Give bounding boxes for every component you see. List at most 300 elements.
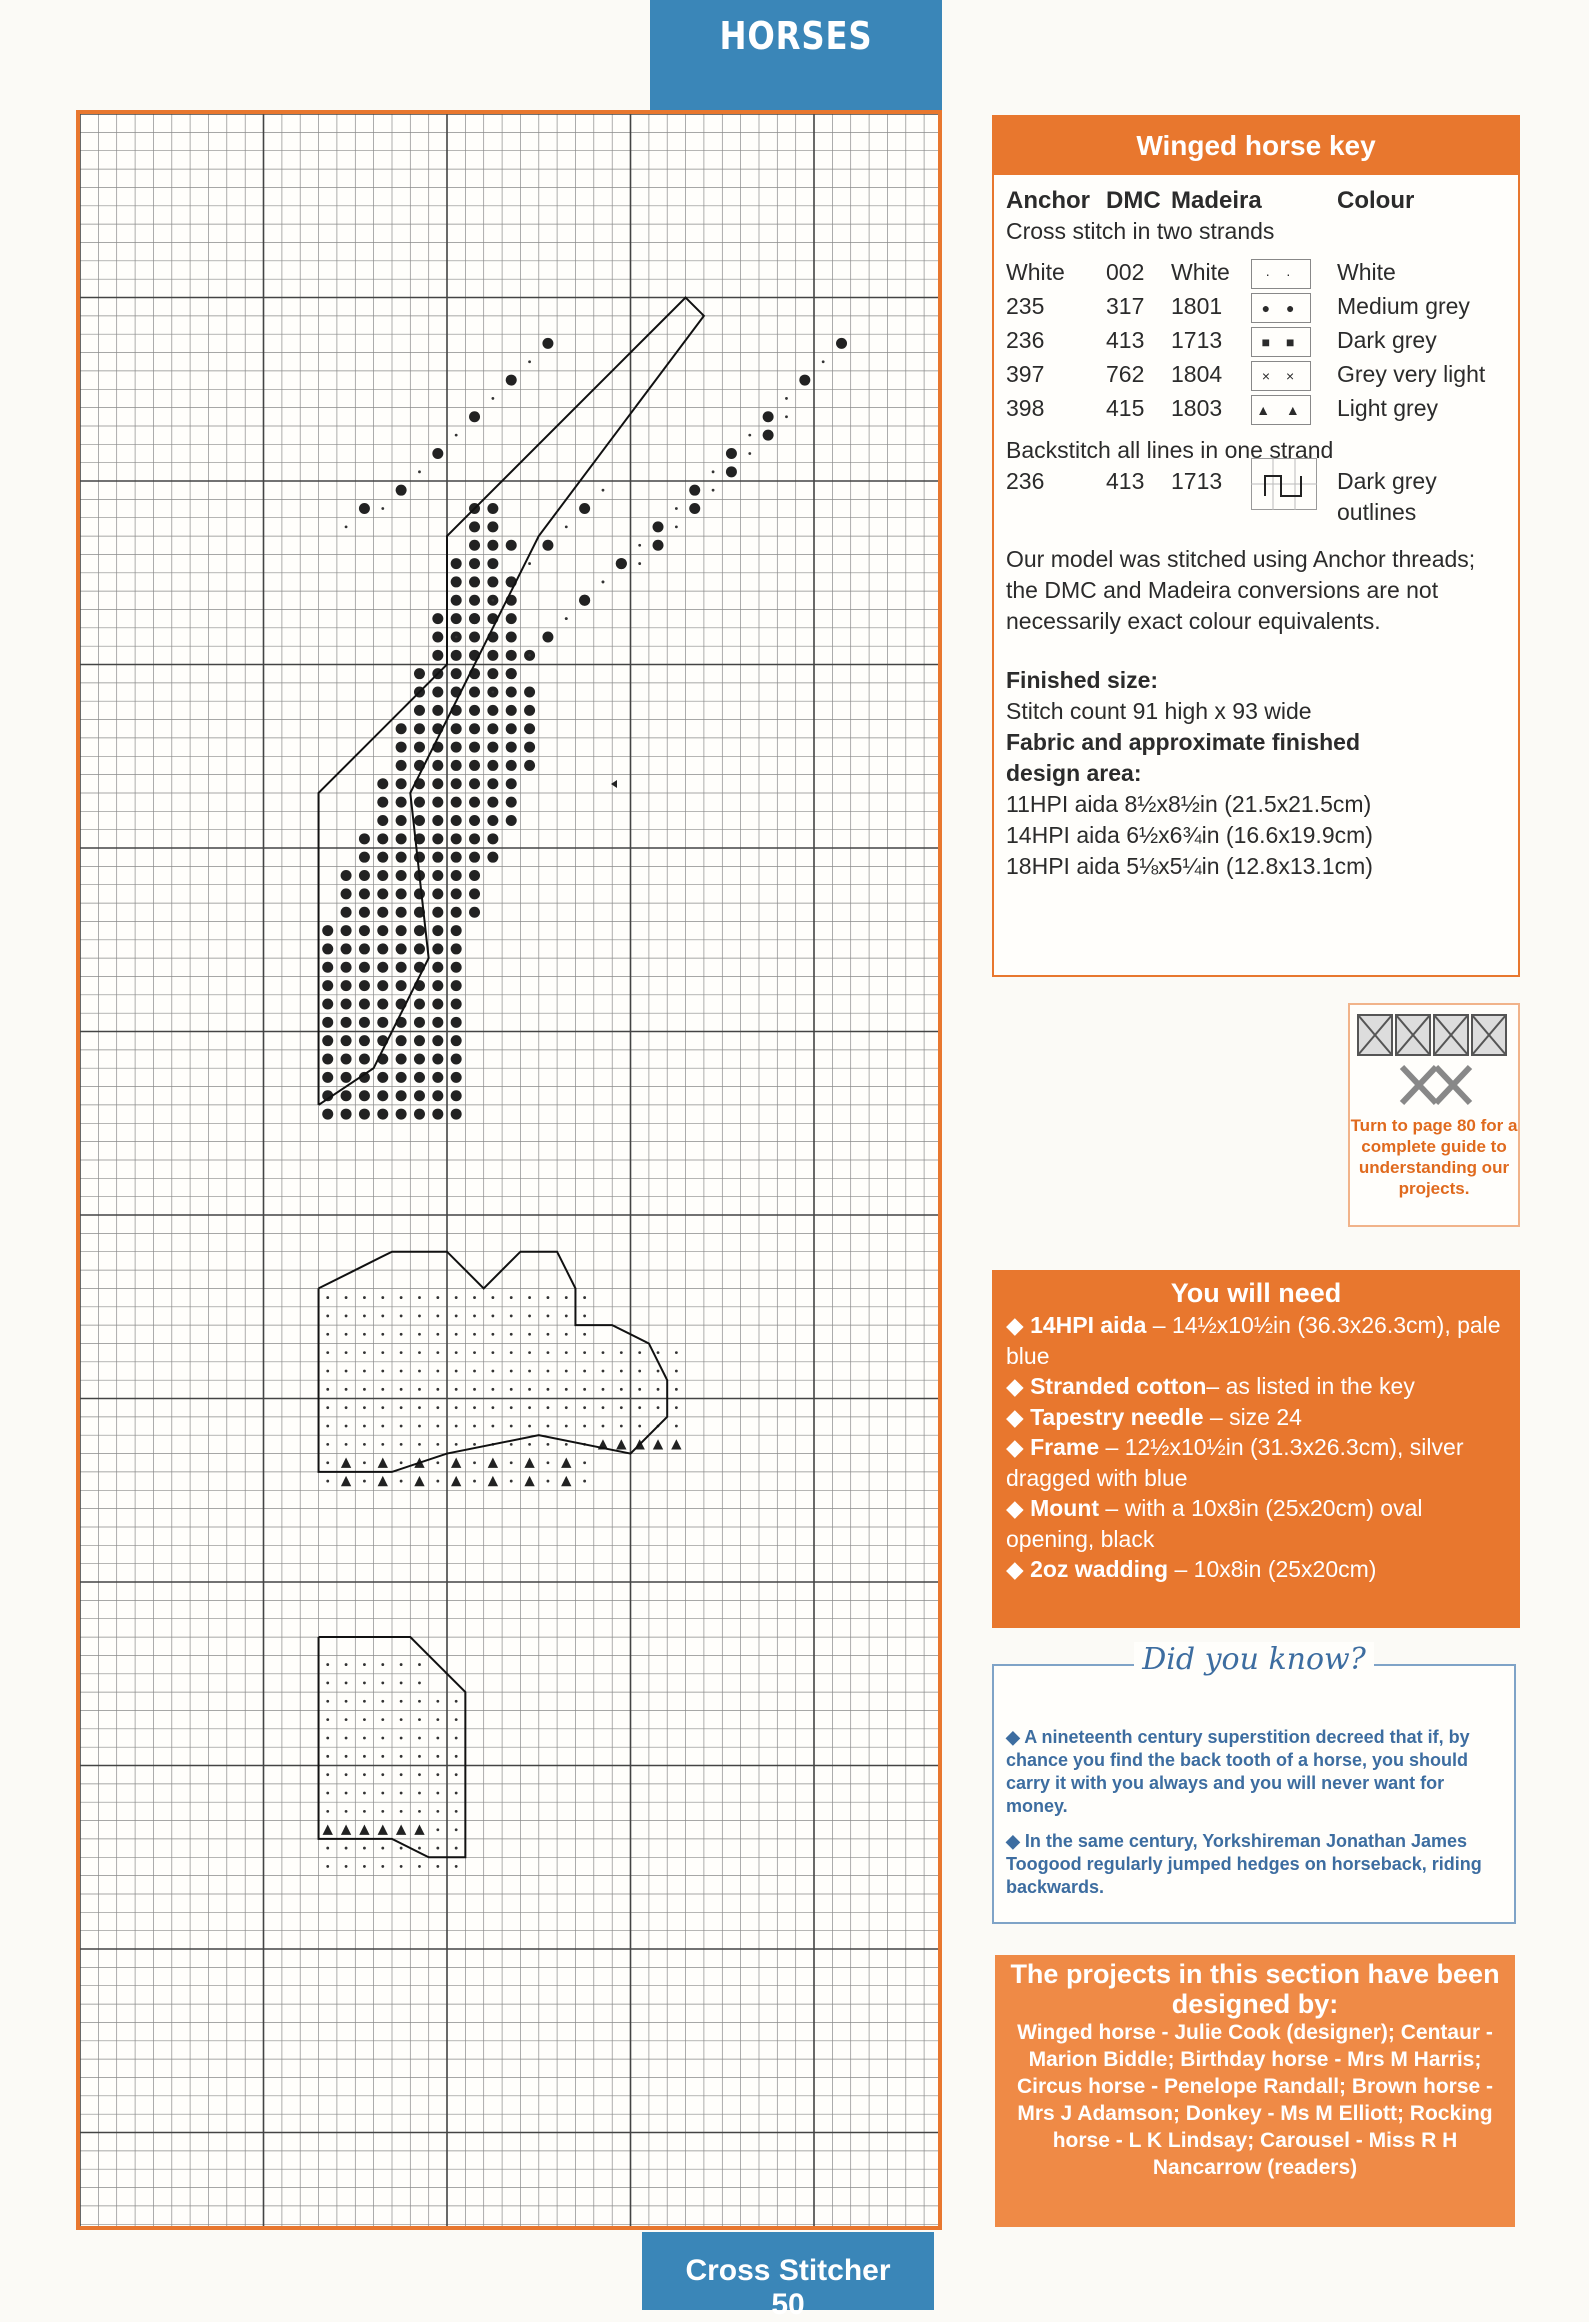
stitch-medium-grey — [396, 797, 407, 808]
stitch-white — [455, 1810, 458, 1813]
stitch-white — [510, 1370, 513, 1373]
stitch-medium-grey — [322, 1054, 333, 1065]
stitch-white — [363, 1296, 366, 1299]
stitch-white — [326, 1388, 329, 1391]
stitch-medium-grey — [451, 815, 462, 826]
stitch-light-grey — [671, 1439, 681, 1449]
stitch-medium-grey — [451, 797, 462, 808]
stitch-white — [473, 1443, 476, 1446]
stitch-medium-grey — [377, 870, 388, 881]
stitch-medium-grey — [414, 797, 425, 808]
stitch-medium-grey — [414, 998, 425, 1009]
stitch-white — [400, 1865, 403, 1868]
stitch-white — [583, 1351, 586, 1354]
stitch-medium-grey — [341, 1072, 352, 1083]
stitch-white — [491, 691, 494, 694]
stitch-white — [326, 1443, 329, 1446]
stitch-light-grey — [378, 1458, 388, 1468]
need-item-name: Mount — [1030, 1495, 1100, 1521]
stitch-white — [602, 489, 605, 492]
stitch-white — [473, 1351, 476, 1354]
stitch-white — [363, 1737, 366, 1740]
stitch-light-grey — [488, 1476, 498, 1486]
col-madeira: Madeira — [1171, 187, 1262, 214]
stitch-white — [418, 1773, 421, 1776]
stitch-medium-grey — [414, 815, 425, 826]
stitch-medium-grey — [506, 742, 517, 753]
stitch-medium-grey — [451, 558, 462, 569]
stitch-medium-grey — [341, 925, 352, 936]
page-number: 50 — [771, 2288, 805, 2321]
stitch-white — [602, 1406, 605, 1409]
stitch-medium-grey — [451, 980, 462, 991]
fabric-size: 14HPI aida 6½x6¾in (16.6x19.9cm) — [1006, 822, 1373, 848]
need-item-name: 2oz wadding — [1030, 1556, 1169, 1582]
stitch-medium-grey — [432, 760, 443, 771]
stitch-symbol: ▲ ▲ — [1251, 395, 1311, 425]
stitch-white — [436, 1388, 439, 1391]
stitch-medium-grey — [506, 540, 517, 551]
stitch-white — [418, 1388, 421, 1391]
stitch-white — [345, 1792, 348, 1795]
stitch-white — [473, 1370, 476, 1373]
stitch-medium-grey — [377, 943, 388, 954]
stitch-white — [473, 1296, 476, 1299]
stitch-white — [436, 1828, 439, 1831]
stitch-medium-grey — [542, 540, 553, 551]
stitch-medium-grey — [341, 962, 352, 973]
stitch-white — [381, 1792, 384, 1795]
stitch-medium-grey — [469, 558, 480, 569]
stitch-white — [326, 1755, 329, 1758]
stitch-white — [418, 1370, 421, 1373]
stitch-white — [510, 1333, 513, 1336]
stitch-light-grey — [396, 1825, 406, 1835]
stitch-medium-grey — [414, 668, 425, 679]
stitch-white — [565, 1388, 568, 1391]
stitch-medium-grey — [341, 1017, 352, 1028]
dmc-code: 413 — [1106, 326, 1145, 353]
stitch-medium-grey — [469, 778, 480, 789]
stitch-medium-grey — [451, 943, 462, 954]
stitch-medium-grey — [506, 668, 517, 679]
stitch-white — [345, 1682, 348, 1685]
stitch-white — [381, 1865, 384, 1868]
stitch-medium-grey — [432, 998, 443, 1009]
stitch-medium-grey — [726, 466, 737, 477]
stitch-medium-grey — [396, 1109, 407, 1120]
fact-item: ◆ In the same century, Yorkshireman Jonathan James Toogood regularly jumped hedges on horseback, riding backwards. — [1006, 1831, 1482, 1897]
stitch-white — [381, 1718, 384, 1721]
stitch-white — [345, 1737, 348, 1740]
need-item: ◆ Mount – with a 10x8in (25x20cm) oval opening, black — [1006, 1495, 1423, 1552]
colour-name: Grey very light — [1337, 360, 1486, 387]
stitch-white — [345, 1388, 348, 1391]
stitch-white — [528, 1315, 531, 1318]
stitch-white — [785, 397, 788, 400]
stitch-white — [381, 1773, 384, 1776]
stitch-medium-grey — [414, 852, 425, 863]
stitch-medium-grey — [414, 742, 425, 753]
stitch-medium-grey — [341, 1109, 352, 1120]
stitch-white — [473, 1333, 476, 1336]
stitch-white — [400, 1480, 403, 1483]
stitch-medium-grey — [689, 503, 700, 514]
stitch-symbol: · · — [1251, 259, 1311, 289]
madeira-code: 1803 — [1171, 394, 1223, 421]
stitch-white — [455, 1315, 458, 1318]
stitch-white — [455, 1443, 458, 1446]
stitch-white — [363, 1406, 366, 1409]
stitch-medium-grey — [836, 338, 847, 349]
stitch-medium-grey — [396, 870, 407, 881]
stitch-medium-grey — [322, 962, 333, 973]
stitch-white — [583, 1480, 586, 1483]
stitch-medium-grey — [396, 742, 407, 753]
stitch-white — [748, 452, 751, 455]
stitch-white — [345, 1755, 348, 1758]
stitch-medium-grey — [487, 540, 498, 551]
stitch-white — [381, 1425, 384, 1428]
stitch-medium-grey — [414, 705, 425, 716]
stitch-medium-grey — [396, 778, 407, 789]
stitch-medium-grey — [396, 1072, 407, 1083]
stitch-white — [363, 1425, 366, 1428]
stitch-medium-grey — [451, 595, 462, 606]
stitch-white — [363, 1865, 366, 1868]
stitch-white — [510, 1315, 513, 1318]
stitch-medium-grey — [432, 980, 443, 991]
model-note: Our model was stitched using Anchor threads; the DMC and Madeira conversions are not necessarily exact colour equivalents. — [1006, 546, 1476, 634]
stitch-white — [510, 1480, 513, 1483]
stitch-white — [436, 1315, 439, 1318]
stitch-white — [326, 1425, 329, 1428]
stitch-white — [400, 1718, 403, 1721]
stitch-white — [326, 1865, 329, 1868]
stitch-white — [528, 1351, 531, 1354]
stitch-white — [473, 1425, 476, 1428]
stitch-medium-grey — [469, 521, 480, 532]
stitch-white — [528, 1333, 531, 1336]
stitch-medium-grey — [487, 742, 498, 753]
stitch-white — [675, 1406, 678, 1409]
madeira-code: 1713 — [1171, 326, 1223, 353]
stitch-white — [436, 1810, 439, 1813]
stitch-white — [418, 470, 421, 473]
stitch-medium-grey — [506, 778, 517, 789]
stitch-white — [418, 1718, 421, 1721]
stitch-medium-grey — [469, 742, 480, 753]
stitch-white — [675, 1388, 678, 1391]
stitch-white — [822, 360, 825, 363]
stitch-white — [345, 1351, 348, 1354]
stitch-white — [345, 1847, 348, 1850]
stitch-medium-grey — [506, 613, 517, 624]
stitch-medium-grey — [451, 925, 462, 936]
stitch-medium-grey — [506, 815, 517, 826]
stitch-white — [400, 1461, 403, 1464]
stitch-white — [381, 1810, 384, 1813]
dmc-code: 002 — [1106, 258, 1145, 285]
stitch-white — [565, 1425, 568, 1428]
need-item-detail: – 14½x10½in (36.3x26.3cm), pale blue — [1006, 1312, 1501, 1369]
stitch-white — [510, 1425, 513, 1428]
stitch-medium-grey — [359, 888, 370, 899]
dmc-code: 413 — [1106, 468, 1145, 494]
stitch-light-grey — [524, 1476, 534, 1486]
stitch-white — [657, 1370, 660, 1373]
stitch-white — [455, 1425, 458, 1428]
stitch-medium-grey — [377, 815, 388, 826]
stitch-white — [381, 1296, 384, 1299]
stitch-white — [675, 1351, 678, 1354]
stitch-medium-grey — [469, 833, 480, 844]
stitch-medium-grey — [524, 705, 535, 716]
stitch-white — [363, 1370, 366, 1373]
stitch-white — [491, 1425, 494, 1428]
backstitch-symbol-icon — [1251, 458, 1317, 510]
stitch-medium-grey — [469, 723, 480, 734]
anchor-code: White — [1006, 258, 1065, 285]
stitch-white — [565, 1443, 568, 1446]
stitch-medium-grey — [322, 943, 333, 954]
stitch-white — [418, 1737, 421, 1740]
stitch-white — [345, 1296, 348, 1299]
stitch-light-grey — [653, 1439, 663, 1449]
stitch-medium-grey — [616, 558, 627, 569]
key-subtitle: Cross stitch in two strands — [1006, 218, 1275, 244]
stitch-white — [455, 1296, 458, 1299]
stitch-medium-grey — [414, 1054, 425, 1065]
stitch-white — [400, 1810, 403, 1813]
stitch-white — [418, 1406, 421, 1409]
stitch-medium-grey — [341, 998, 352, 1009]
footer-tab — [642, 2232, 934, 2321]
stitch-medium-grey — [469, 595, 480, 606]
stitch-medium-grey — [341, 980, 352, 991]
madeira-code: White — [1171, 258, 1230, 285]
stitch-medium-grey — [414, 1090, 425, 1101]
stitch-white — [583, 1425, 586, 1428]
stitch-medium-grey — [377, 1090, 388, 1101]
stitch-white — [326, 1847, 329, 1850]
stitch-medium-grey — [432, 1054, 443, 1065]
stitch-medium-grey — [359, 1017, 370, 1028]
stitch-medium-grey — [341, 1090, 352, 1101]
stitch-medium-grey — [487, 778, 498, 789]
stitch-white — [326, 1718, 329, 1721]
stitch-white — [455, 1370, 458, 1373]
stitch-white — [345, 1333, 348, 1336]
need-item-name: 14HPI aida — [1030, 1312, 1147, 1338]
anchor-code: 397 — [1006, 360, 1045, 387]
stitch-medium-grey — [451, 998, 462, 1009]
anchor-code: 236 — [1006, 468, 1045, 494]
stitch-medium-grey — [451, 1090, 462, 1101]
stitch-white — [381, 1663, 384, 1666]
stitch-white — [455, 1737, 458, 1740]
stitch-white — [547, 1425, 550, 1428]
stitch-medium-grey — [377, 925, 388, 936]
stitch-white — [363, 1315, 366, 1318]
stitch-white — [638, 1425, 641, 1428]
need-item: ◆ Tapestry needle – size 24 — [1006, 1403, 1302, 1430]
stitch-white — [400, 1792, 403, 1795]
stitch-white — [455, 1388, 458, 1391]
stitch-white — [657, 1351, 660, 1354]
stitch-white — [565, 617, 568, 620]
stitch-white — [418, 1351, 421, 1354]
stitch-white — [436, 1718, 439, 1721]
stitch-white — [381, 1406, 384, 1409]
stitch-white — [418, 1847, 421, 1850]
stitch-medium-grey — [487, 723, 498, 734]
madeira-code: 1804 — [1171, 360, 1223, 387]
stitch-medium-grey — [506, 760, 517, 771]
stitch-white — [381, 1847, 384, 1850]
stitch-white — [547, 1406, 550, 1409]
stitch-light-grey — [341, 1825, 351, 1835]
stitch-white — [400, 1333, 403, 1336]
stitch-white — [565, 1370, 568, 1373]
stitch-light-grey — [414, 1825, 424, 1835]
stitch-medium-grey — [487, 576, 498, 587]
stitch-medium-grey — [432, 907, 443, 918]
stitch-medium-grey — [579, 595, 590, 606]
stitch-medium-grey — [432, 925, 443, 936]
key-column-headers — [1006, 185, 1506, 216]
stitch-medium-grey — [469, 411, 480, 422]
stitch-light-grey — [341, 1458, 351, 1468]
stitch-medium-grey — [469, 870, 480, 881]
key-row — [1006, 289, 1506, 323]
stitch-white — [345, 1700, 348, 1703]
colour-name: Light grey — [1337, 394, 1439, 421]
stitch-white — [418, 1425, 421, 1428]
stitch-medium-grey — [469, 705, 480, 716]
stitch-medium-grey — [799, 375, 810, 386]
fabric-size: 18HPI aida 5⅛x5¼in (12.8x13.1cm) — [1006, 853, 1373, 879]
stitch-white — [675, 1370, 678, 1373]
stitch-white — [473, 1480, 476, 1483]
stitch-medium-grey — [469, 815, 480, 826]
stitch-medium-grey — [451, 760, 462, 771]
stitch-white — [455, 1847, 458, 1850]
madeira-code: 1713 — [1171, 468, 1223, 494]
stitch-medium-grey — [542, 631, 553, 642]
guide-note-box — [1348, 1003, 1520, 1227]
stitch-medium-grey — [432, 852, 443, 863]
stitch-white — [436, 1425, 439, 1428]
credits-title: The projects in this section have been designed by: — [1010, 1959, 1500, 2019]
stitch-white — [657, 1388, 660, 1391]
stitch-medium-grey — [506, 797, 517, 808]
stitch-white — [400, 1663, 403, 1666]
stitch-white — [565, 1333, 568, 1336]
stitch-medium-grey — [359, 962, 370, 973]
stitch-white — [436, 1296, 439, 1299]
stitch-white — [363, 1755, 366, 1758]
stitch-white — [326, 1663, 329, 1666]
stitch-medium-grey — [469, 760, 480, 771]
stitch-medium-grey — [377, 797, 388, 808]
stitch-white — [528, 562, 531, 565]
chart-grid — [80, 114, 938, 2226]
stitch-white — [455, 1351, 458, 1354]
stitch-white — [583, 1388, 586, 1391]
stitch-medium-grey — [487, 503, 498, 514]
stitch-medium-grey — [506, 705, 517, 716]
stitch-medium-grey — [451, 870, 462, 881]
stitch-medium-grey — [432, 943, 443, 954]
col-anchor: Anchor — [1006, 187, 1090, 214]
stitch-white — [436, 1461, 439, 1464]
stitch-medium-grey — [359, 1109, 370, 1120]
stitch-medium-grey — [359, 980, 370, 991]
stitch-medium-grey — [377, 1072, 388, 1083]
stitch-white — [400, 1315, 403, 1318]
stitch-medium-grey — [414, 1017, 425, 1028]
need-item: ◆ 14HPI aida – 14½x10½in (36.3x26.3cm), pale blue — [1006, 1312, 1501, 1369]
stitch-white — [491, 1388, 494, 1391]
stitch-medium-grey — [432, 833, 443, 844]
stitch-white — [400, 1370, 403, 1373]
stitch-white — [363, 1480, 366, 1483]
stitch-medium-grey — [469, 576, 480, 587]
stitch-white — [455, 1828, 458, 1831]
stitch-medium-grey — [396, 907, 407, 918]
stitch-white — [326, 1480, 329, 1483]
stitch-white — [583, 1333, 586, 1336]
stitch-white — [436, 1480, 439, 1483]
stitch-white — [528, 1425, 531, 1428]
stitch-white — [436, 1755, 439, 1758]
stitch-white — [381, 1388, 384, 1391]
stitch-medium-grey — [469, 888, 480, 899]
stitch-medium-grey — [487, 705, 498, 716]
stitch-white — [455, 1792, 458, 1795]
stitch-white — [657, 1406, 660, 1409]
stitch-medium-grey — [487, 833, 498, 844]
stitch-white — [418, 1810, 421, 1813]
stitch-medium-grey — [432, 870, 443, 881]
anchor-code: 235 — [1006, 292, 1045, 319]
stitch-white — [455, 1333, 458, 1336]
anchor-code: 236 — [1006, 326, 1045, 353]
need-item-detail: – size 24 — [1203, 1403, 1302, 1430]
stitch-white — [381, 1370, 384, 1373]
stitch-white — [528, 1406, 531, 1409]
stitch-white — [547, 1370, 550, 1373]
stitch-medium-grey — [432, 962, 443, 973]
stitch-medium-grey — [432, 1017, 443, 1028]
stitch-white — [491, 1333, 494, 1336]
stitch-white — [400, 1296, 403, 1299]
stitch-medium-grey — [451, 723, 462, 734]
grid-lines — [80, 114, 938, 2226]
stitch-white — [565, 525, 568, 528]
stitch-white — [326, 1461, 329, 1464]
stitch-medium-grey — [451, 613, 462, 624]
key-title: Winged horse key — [994, 117, 1518, 175]
stitch-medium-grey — [396, 852, 407, 863]
stitch-white — [418, 1443, 421, 1446]
stitch-white — [381, 507, 384, 510]
stitch-light-grey — [323, 1825, 333, 1835]
stitch-white — [326, 1351, 329, 1354]
magazine-name: Cross Stitcher — [685, 2254, 891, 2287]
stitch-medium-grey — [359, 907, 370, 918]
